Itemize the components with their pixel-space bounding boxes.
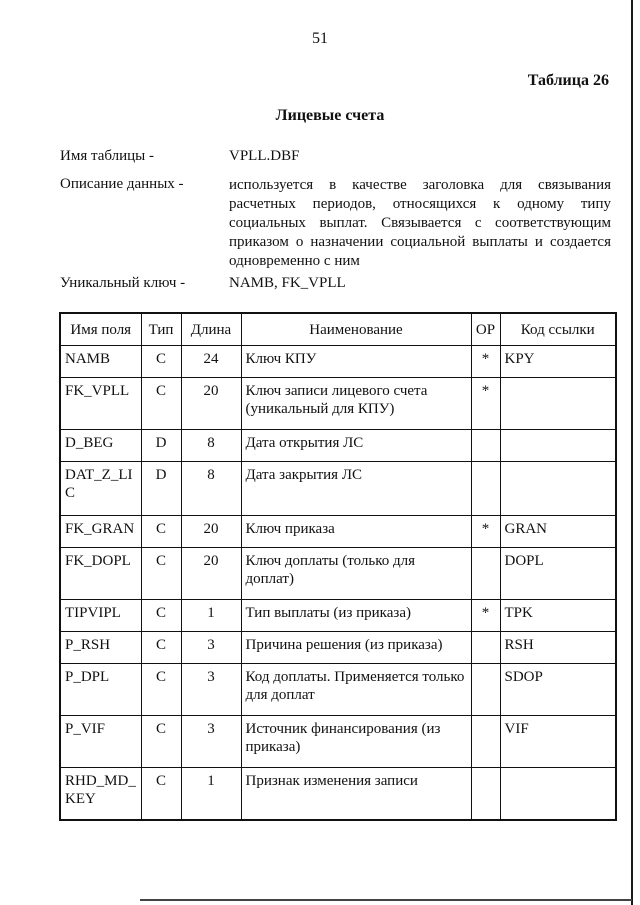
cell-op — [471, 664, 500, 716]
column-header: Наименование — [241, 313, 471, 346]
cell-description: Код доплаты. Применяется только для доплат — [241, 664, 471, 716]
cell-ref-code: DOPL — [500, 548, 616, 600]
cell-ref-code: SDOP — [500, 664, 616, 716]
cell-length: 8 — [181, 462, 241, 516]
cell-description: Ключ приказа — [241, 516, 471, 548]
table-header-row — [60, 313, 616, 346]
cell-ref-code: VIF — [500, 716, 616, 768]
cell-type: D — [141, 462, 181, 516]
cell-ref-code: GRAN — [500, 516, 616, 548]
cell-op — [471, 716, 500, 768]
cell-type: C — [141, 664, 181, 716]
page-edge — [631, 0, 633, 905]
table-number: Таблица 26 — [527, 72, 609, 89]
cell-length: 3 — [181, 632, 241, 664]
cell-description: Ключ записи лицевого счета (уникальный для КПУ) — [241, 378, 471, 430]
table-title: Лицевые счета — [275, 107, 385, 124]
cell-length: 1 — [181, 768, 241, 821]
cell-type: C — [141, 632, 181, 664]
table-row — [60, 378, 616, 430]
cell-field-name: NAMB — [60, 346, 141, 378]
column-header: Тип — [141, 313, 181, 346]
cell-ref-code: TPK — [500, 600, 616, 632]
cell-op — [471, 462, 500, 516]
table-row — [60, 548, 616, 600]
cell-type: C — [141, 768, 181, 821]
cell-field-name: DAT_Z_LIC — [60, 462, 141, 516]
cell-length: 20 — [181, 516, 241, 548]
table-row — [60, 462, 616, 516]
cell-description: Тип выплаты (из приказа) — [241, 600, 471, 632]
cell-type: C — [141, 548, 181, 600]
cell-op — [471, 548, 500, 600]
table-name-label: Имя таблицы - — [60, 148, 154, 164]
cell-op: * — [471, 378, 500, 430]
column-header: Длина — [181, 313, 241, 346]
cell-description: Дата открытия ЛС — [241, 430, 471, 462]
cell-ref-code — [500, 768, 616, 821]
cell-type: C — [141, 716, 181, 768]
table-name-value: VPLL.DBF — [229, 148, 300, 164]
table-row — [60, 632, 616, 664]
cell-description: Источник финансирования (из приказа) — [241, 716, 471, 768]
cell-field-name: TIPVIPL — [60, 600, 141, 632]
description-label: Описание данных - — [60, 176, 184, 192]
cell-field-name: FK_VPLL — [60, 378, 141, 430]
description-value: используется в качестве заголовка для связывания расчетных периодов, относящихся к одному типу социальных выплат. Связывается с соответствующим приказом о назначении социальной выплаты и создается одновременно с ним — [229, 177, 611, 269]
cell-op: * — [471, 346, 500, 378]
cell-field-name: P_DPL — [60, 664, 141, 716]
table-row — [60, 516, 616, 548]
cell-type: C — [141, 600, 181, 632]
cell-description: Дата закрытия ЛС — [241, 462, 471, 516]
unique-key-label: Уникальный ключ - — [60, 275, 186, 291]
cell-description: Ключ доплаты (только для доплат) — [241, 548, 471, 600]
cell-op — [471, 768, 500, 821]
table-body — [60, 346, 616, 821]
cell-field-name: P_VIF — [60, 716, 141, 768]
cell-field-name: RHD_MD_KEY — [60, 768, 141, 821]
table-row — [60, 346, 616, 378]
page-number: 51 — [312, 30, 328, 47]
cell-ref-code — [500, 462, 616, 516]
cell-description: Признак изменения записи — [241, 768, 471, 821]
column-header: Код ссылки — [500, 313, 616, 346]
cell-description: Причина решения (из приказа) — [241, 632, 471, 664]
cell-ref-code — [500, 430, 616, 462]
fields-table — [59, 312, 617, 821]
cell-field-name: P_RSH — [60, 632, 141, 664]
cell-ref-code: RSH — [500, 632, 616, 664]
page-edge — [140, 899, 632, 901]
cell-field-name: FK_DOPL — [60, 548, 141, 600]
cell-field-name: FK_GRAN — [60, 516, 141, 548]
cell-field-name: D_BEG — [60, 430, 141, 462]
table-row — [60, 664, 616, 716]
column-header: Имя поля — [60, 313, 141, 346]
cell-length: 8 — [181, 430, 241, 462]
cell-length: 20 — [181, 378, 241, 430]
table-row — [60, 716, 616, 768]
cell-type: C — [141, 516, 181, 548]
cell-ref-code: KPY — [500, 346, 616, 378]
table-row — [60, 430, 616, 462]
cell-op: * — [471, 600, 500, 632]
cell-type: D — [141, 430, 181, 462]
cell-op: * — [471, 516, 500, 548]
cell-length: 3 — [181, 716, 241, 768]
cell-description: Ключ КПУ — [241, 346, 471, 378]
cell-length: 20 — [181, 548, 241, 600]
cell-op — [471, 430, 500, 462]
cell-op — [471, 632, 500, 664]
table-row — [60, 768, 616, 821]
cell-length: 1 — [181, 600, 241, 632]
cell-length: 24 — [181, 346, 241, 378]
cell-type: C — [141, 378, 181, 430]
table-row — [60, 600, 616, 632]
column-header: ОР — [471, 313, 500, 346]
cell-ref-code — [500, 378, 616, 430]
unique-key-value: NAMB, FK_VPLL — [229, 275, 346, 291]
cell-type: C — [141, 346, 181, 378]
cell-length: 3 — [181, 664, 241, 716]
